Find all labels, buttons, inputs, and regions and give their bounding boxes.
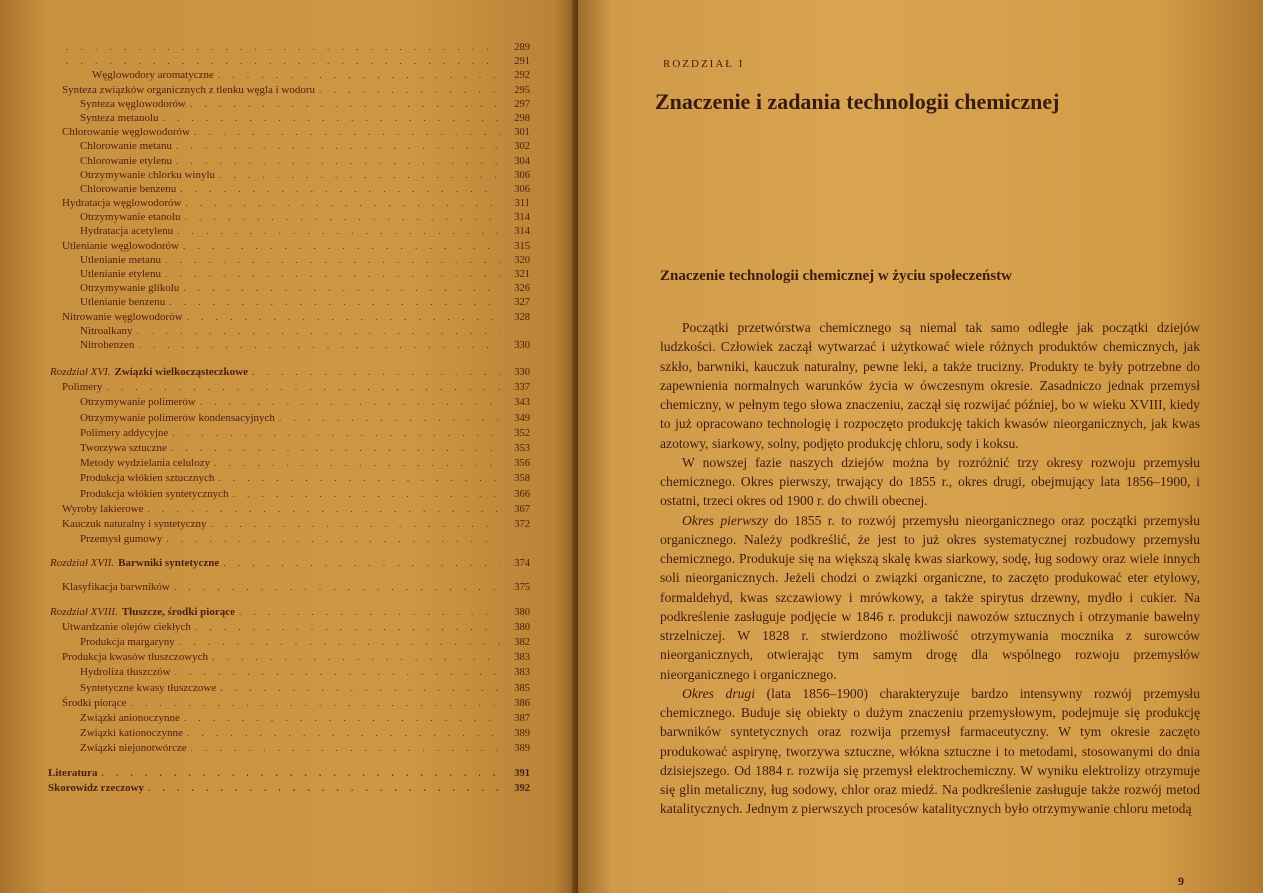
toc-entry	[40, 635, 530, 650]
toc-entry	[40, 532, 530, 547]
toc-leader-dots	[175, 665, 500, 680]
toc-entry-title: Skorowidz rzeczowy	[48, 781, 145, 794]
toc-page-number: 315	[514, 240, 530, 252]
toc-page-number: 314	[514, 212, 530, 224]
toc-entry	[40, 267, 530, 281]
toc-page-number: 330	[514, 367, 530, 378]
toc-entry-title: Nitrobenzen	[80, 338, 135, 351]
toc-entry	[40, 54, 530, 68]
toc-leader-dots	[176, 139, 500, 153]
toc-page-number: 301	[514, 127, 530, 139]
toc-entry	[40, 338, 530, 352]
toc-leader-dots	[210, 517, 500, 532]
toc-page-number: 327	[514, 297, 530, 309]
toc-entry-title: Utwardzanie olejów ciekłych	[62, 620, 191, 633]
toc-entry	[40, 620, 530, 635]
toc-leader-dots	[239, 605, 500, 620]
toc-entry	[40, 239, 530, 253]
left-page	[0, 0, 578, 893]
toc-page-number: 321	[514, 269, 530, 280]
toc-entry-title: Przemysł gumowy	[80, 533, 163, 546]
toc-entry	[40, 456, 530, 471]
toc-leader-dots	[148, 502, 500, 517]
chapter-label: ROZDZIAŁ I	[663, 58, 745, 70]
toc-page-number: 302	[514, 141, 530, 153]
toc-entry-title: Utlenianie węglowodorów	[62, 239, 179, 252]
toc-page-number: 306	[514, 169, 530, 181]
toc-page-number: 353	[514, 442, 530, 454]
toc-entry	[40, 665, 530, 680]
toc-chapter-title: Barwniki syntetyczne	[118, 557, 220, 570]
chapter-title: Znaczenie i zadania technologii chemicznej	[655, 89, 1060, 114]
toc-entry-title: Produkcja kwasów tłuszczowych	[62, 651, 209, 664]
toc-entry-title: Syntetyczne kwasy tłuszczowe	[80, 681, 217, 694]
toc-leader-dots	[138, 338, 500, 352]
toc-entry	[40, 487, 530, 502]
toc-page-number: 383	[514, 667, 530, 679]
toc-entry	[40, 650, 530, 665]
toc-entry	[40, 68, 530, 82]
toc-entry-title: Otrzymywanie polimerów	[80, 396, 196, 409]
toc-entry	[40, 605, 530, 620]
toc-entry	[40, 580, 530, 595]
toc-leader-dots	[190, 97, 500, 111]
toc-leader-dots	[185, 196, 500, 210]
toc-entry	[40, 502, 530, 517]
toc-entry	[40, 310, 530, 324]
toc-entry-title: Kauczuk naturalny i syntetyczny	[62, 517, 207, 530]
toc-leader-dots	[252, 365, 500, 380]
toc-page-number: 343	[514, 397, 530, 409]
toc-leader-dots	[220, 681, 500, 696]
toc-page-number: 380	[514, 621, 530, 633]
toc-leader-dots	[177, 224, 500, 238]
toc-page-number: 367	[514, 503, 530, 515]
toc-entry-title: Związki niejonotwórcze	[80, 742, 187, 755]
toc-page-number: 392	[514, 782, 530, 794]
toc-entry	[40, 395, 530, 410]
toc-entry	[40, 365, 530, 380]
toc-entry-title: Środki piorące	[62, 696, 127, 709]
toc-entry	[40, 681, 530, 696]
toc-page-number: 298	[514, 112, 530, 124]
toc-leader-dots	[172, 426, 500, 441]
toc-leader-dots	[195, 620, 500, 635]
toc-page-number: 385	[514, 682, 530, 694]
toc-entry	[40, 471, 530, 486]
toc-entry	[40, 517, 530, 532]
toc-leader-dots	[180, 182, 500, 196]
toc-leader-dots	[212, 650, 500, 665]
toc-leader-dots	[176, 154, 500, 168]
toc-entry-title: Utlenianie benzenu	[80, 296, 166, 309]
toc-leader-dots	[174, 580, 500, 595]
toc-entry	[40, 295, 530, 309]
toc-page-number: 306	[514, 183, 530, 195]
toc-page-number: 391	[514, 767, 530, 779]
toc-entry	[40, 83, 530, 97]
toc-entry	[40, 182, 530, 196]
toc-leader-dots	[223, 556, 500, 571]
page-number: 9	[1178, 874, 1184, 888]
toc-chapter-number: Rozdział XVIII.	[50, 605, 118, 618]
toc-page-number: 386	[514, 697, 530, 709]
toc-entry	[40, 281, 530, 295]
toc-leader-dots	[194, 125, 500, 139]
toc-entry-title: Hydroliza tłuszczów	[80, 666, 171, 679]
toc-leader-dots	[171, 441, 500, 456]
toc-leader-dots	[184, 711, 500, 726]
toc-leader-dots	[130, 696, 500, 711]
toc-entry-title: Synteza metanolu	[80, 111, 159, 124]
toc-leader-dots	[187, 726, 500, 741]
toc-page-number: 352	[514, 427, 530, 439]
toc-leader-dots	[163, 111, 500, 125]
toc-page-number: 375	[514, 582, 530, 594]
toc-entry	[40, 556, 530, 571]
toc-entry-title: Utlenianie metanu	[80, 253, 161, 266]
toc-leader-dots	[101, 766, 500, 781]
toc-entry-title: Nitroalkany	[80, 324, 133, 337]
toc-entry	[40, 139, 530, 153]
toc-entry-title: Utlenianie etylenu	[80, 268, 161, 280]
toc-entry-title: Otrzymywanie chlorku winylu	[80, 168, 216, 181]
toc-page-number: 328	[514, 311, 530, 323]
toc-page-number: 311	[514, 198, 530, 210]
toc-leader-dots	[137, 324, 500, 338]
paragraph: W nowszej fazie naszych dziejów można by rozróżnić trzy okresy rozwoju przemysłu chemicznego. Okres pierwszy, trwający do 1855 r., okres drugi, obejmujący lata 1856–1900, i ostatni, trzeci okres od 1900 r. do chwili obecnej.	[660, 454, 1200, 509]
toc-leader-dots	[218, 471, 500, 486]
body-text	[660, 318, 1200, 819]
toc-page-number: 389	[514, 728, 530, 740]
toc-entry	[40, 766, 530, 781]
toc-page-number: 383	[514, 652, 530, 664]
toc-leader-dots	[279, 411, 500, 426]
toc-entry-title: Związki anionoczynne	[80, 711, 180, 724]
toc-leader-dots	[183, 239, 500, 253]
toc-entry-title: Hydratacja węglowodorów	[62, 197, 182, 210]
toc-page-number: 297	[514, 98, 530, 110]
paragraph: Okres drugi (lata 1856–1900) charakteryzuje bardzo intensywny rozwój przemysłu chemicznego. Buduje się obiekty o dużym znaczeniu przemysłowym, podejmuje się produkcję barwników syntetycznych oraz rozwija przemysł farmaceutyczny. W tym okresie zaczęto produkować aspirynę, tworzywa sztuczne, włókna sztuczne i to metodami, stosowanymi do dnia dzisiejszego. Od 1884 r. rozwija się przemysł elektrochemiczny. W wyniku elektrolizy otrzymuje się glin metaliczny, ług sodowy, chlor oraz miedź. Na podkreślenie zasługuje także rozwój metod katalitycznych. Jednym z pierwszych procesów katalitycznych było otrzymywanie chloru metodą	[660, 685, 1200, 817]
paragraph: Okres pierwszy do 1855 r. to rozwój przemysłu nieorganicznego oraz początki przemysłu organicznego. Należy podkreślić, że jest to już okres systematycznej rozbudowy przemysłu chemicznego. Produkuje się na większą skalę kwas siarkowy, sodę, ług sodowy oraz wiele innych soli nieorganicznych. Jeżeli chodzi o związki organiczne, to zaczęto produkować eter etylowy, formaldehyd, kwas szczawiowy i mrówkowy, a także spirytus drzewny, mydło i cukier. Na podkreślenie zasługuje podjęcie w 1846 r. produkcji nawozów sztucznych i otrzymanie bawełny strzelniczej. W 1828 r. stwierdzono możliwość otrzymywania mocznika z surowców nieorganicznych, otwierając tym samym drogę dla wspólnego rozwoju przemysłów nieorganicznego i organicznego.	[660, 512, 1201, 682]
toc-chapter	[50, 556, 223, 571]
toc-entry	[40, 411, 530, 426]
toc-entry-title: Chlorowanie benzenu	[80, 182, 177, 195]
table-of-contents-bottom	[40, 365, 530, 796]
toc-entry-title: Nitrowanie węglowodorów	[62, 310, 183, 323]
toc-page-number: 292	[514, 70, 530, 82]
toc-page-number: 387	[514, 712, 530, 724]
toc-leader-dots	[66, 40, 500, 54]
toc-leader-dots	[214, 456, 500, 471]
toc-entry-title: Metody wydzielania celulozy	[80, 457, 211, 470]
toc-page-number: 380	[514, 606, 530, 618]
toc-leader-dots	[183, 281, 500, 295]
toc-page-number: 326	[514, 283, 530, 295]
toc-entry	[40, 324, 530, 338]
toc-leader-dots	[200, 395, 500, 410]
toc-entry-title: Otrzymywanie etanolu	[80, 211, 181, 224]
toc-entry	[40, 441, 530, 456]
toc-entry	[40, 97, 530, 111]
toc-leader-dots	[179, 635, 500, 650]
toc-page-number: 372	[514, 518, 530, 530]
toc-page-number: 320	[514, 254, 530, 266]
toc-page-number: 356	[514, 458, 530, 470]
toc-leader-dots	[66, 54, 500, 68]
toc-entry-title: Związki kationoczynne	[80, 727, 183, 740]
toc-leader-dots	[165, 253, 500, 267]
toc-entry-title: Otrzymywanie glikolu	[80, 282, 180, 295]
toc-entry	[40, 111, 530, 125]
toc-page-number: 314	[514, 226, 530, 238]
toc-entry	[40, 224, 530, 238]
toc-page-number: 366	[514, 488, 530, 500]
toc-page-number: 304	[514, 155, 530, 167]
toc-leader-dots	[187, 310, 500, 324]
toc-leader-dots	[218, 68, 500, 82]
section-title: Znaczenie technologii chemicznej w życiu społeczeństw	[660, 268, 1013, 284]
toc-entry	[40, 125, 530, 139]
toc-entry	[40, 726, 530, 741]
toc-leader-dots	[185, 210, 501, 224]
toc-page-number: 337	[514, 382, 530, 394]
toc-page-number: 374	[514, 558, 530, 570]
toc-leader-dots	[219, 168, 500, 182]
toc-entry-title: Synteza związków organicznych z tlenku węgla i wodoru	[62, 83, 316, 96]
toc-page-number: 358	[514, 473, 530, 485]
toc-entry-title: Polimery addycyjne	[80, 426, 169, 439]
table-of-contents-top	[40, 40, 530, 352]
toc-entry	[40, 711, 530, 726]
toc-entry-title: Chlorowanie metanu	[80, 140, 172, 153]
toc-page-number: 382	[514, 637, 530, 648]
toc-entry	[40, 253, 530, 267]
toc-entry	[40, 154, 530, 168]
toc-entry-title: Tworzywa sztuczne	[80, 441, 167, 454]
toc-chapter-number: Rozdział XVI.	[50, 366, 111, 378]
toc-entry	[40, 696, 530, 711]
toc-entry	[40, 741, 530, 756]
toc-entry-title: Chlorowanie węglowodorów	[62, 126, 191, 139]
toc-entry-title: Produkcja włókien syntetycznych	[80, 487, 229, 500]
toc-leader-dots	[166, 532, 500, 547]
toc-page-number: 295	[514, 84, 530, 96]
toc-chapter-number: Rozdział XVII.	[50, 557, 115, 570]
toc-entry	[40, 210, 530, 224]
toc-leader-dots	[106, 380, 500, 395]
toc-page-number: 330	[514, 339, 530, 351]
toc-chapter-title: Tłuszcze, środki piorące	[121, 605, 235, 618]
toc-page-number: 349	[514, 412, 530, 424]
toc-entry-title: Węglowodory aromatyczne	[92, 69, 214, 82]
paragraph: Początki przetwórstwa chemicznego są niemal tak samo odległe jak początki dziejów ludzkości. Człowiek zaczął wytwarzać i użytkować wiele różnych produktów chemicznych, jak szkło, barwniki, kauczuk naturalny, pewne leki, a także trucizny. Produkty te były potrzebne do zapewnienia normalnych warunków życia w ówczesnym okresie. Zasadniczo jednak przemysł chemiczny, w pełnym tego słowa znaczeniu, zaczął się rozwijać później, bo w wieku XVIII, kiedy to już opracowano technologię i rozpoczęto produkcję takich kwasów nieorganicznych, jak kwas azotowy, siarkowy, solny, podjęto produkcję chloru, sody i koksu.	[660, 320, 1200, 451]
toc-chapter	[50, 605, 239, 620]
toc-leader-dots	[191, 741, 500, 756]
toc-entry	[40, 380, 530, 395]
toc-entry-title: Synteza węglowodorów	[80, 97, 187, 110]
toc-entry	[40, 196, 530, 210]
toc-entry-title: Produkcja margaryny	[80, 636, 175, 648]
toc-page-number: 289	[514, 42, 530, 53]
toc-entry	[40, 40, 530, 54]
toc-leader-dots	[319, 83, 500, 97]
toc-entry-title: Produkcja włókien sztucznych	[80, 472, 215, 485]
toc-entry-title: Hydratacja acetylenu	[80, 225, 174, 238]
toc-entry-title: Otrzymywanie polimerów kondensacyjnych	[80, 411, 275, 424]
toc-leader-dots	[232, 487, 500, 502]
toc-leader-dots	[169, 295, 500, 309]
toc-entry	[40, 168, 530, 182]
toc-page-number: 291	[514, 56, 530, 68]
toc-chapter-title: Związki wielkocząsteczkowe	[114, 366, 248, 378]
toc-entry-title: Chlorowanie etylenu	[80, 154, 172, 167]
toc-entry	[40, 426, 530, 441]
toc-entry-title: Literatura	[48, 766, 98, 779]
toc-entry	[40, 781, 530, 796]
toc-entry-title: Polimery	[62, 381, 103, 394]
toc-page-number: 389	[514, 743, 530, 755]
toc-leader-dots	[165, 267, 500, 281]
toc-entry-title: Klasyfikacja barwników	[62, 581, 170, 594]
toc-entry-title: Wyroby lakierowe	[62, 502, 144, 515]
toc-leader-dots	[148, 781, 500, 796]
toc-chapter	[50, 365, 252, 380]
